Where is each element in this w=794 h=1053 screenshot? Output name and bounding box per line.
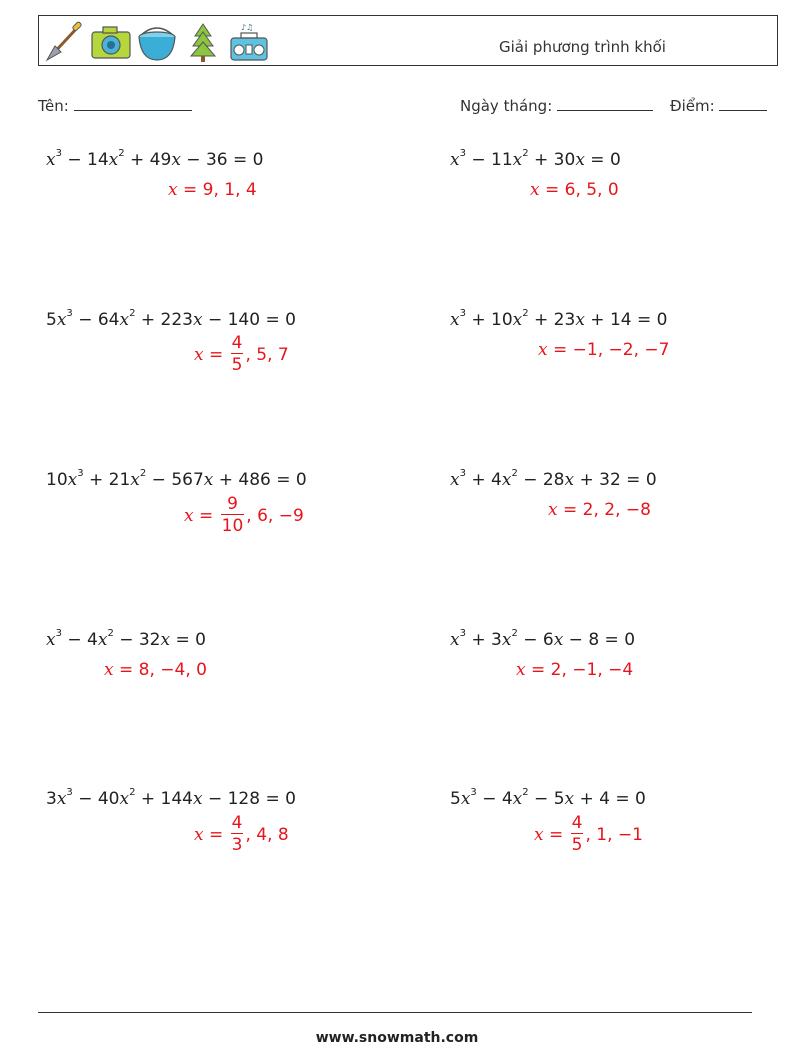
problem-equation — [46, 310, 296, 330]
exponent: 2 — [107, 628, 114, 640]
answer-variable: x — [548, 500, 558, 520]
date-blank[interactable] — [557, 96, 653, 111]
variable-x: x — [192, 310, 203, 330]
fraction-denominator: 10 — [221, 516, 244, 536]
problem-equation — [450, 470, 657, 490]
equation-term: − 64 — [72, 310, 120, 330]
equation-term: − 567 — [146, 470, 204, 490]
variable-x: x — [160, 630, 171, 650]
answer — [516, 660, 633, 680]
equation-term: = 0 — [170, 630, 206, 650]
exponent: 3 — [55, 148, 62, 160]
variable-x: x — [450, 630, 460, 650]
camera-icon — [89, 20, 133, 64]
answer — [184, 494, 304, 537]
answer-variable: x — [194, 824, 204, 845]
problem-equation — [46, 630, 206, 650]
exponent: 2 — [511, 468, 518, 480]
exponent: 3 — [459, 468, 466, 480]
exponent: 2 — [522, 787, 529, 799]
answer-variable: x — [168, 180, 178, 200]
equation-term: + 30 — [528, 150, 576, 170]
exponent: 3 — [66, 308, 73, 320]
equation-term: − 32 — [113, 630, 161, 650]
equation-term: − 140 = 0 — [202, 310, 296, 330]
footer-url: www.snowmath.com — [315, 1030, 479, 1046]
equation-term: − 5 — [528, 789, 565, 809]
variable-x: x — [450, 150, 460, 170]
exponent: 2 — [139, 468, 147, 480]
variable-x: x — [564, 789, 575, 809]
score-field — [670, 96, 767, 115]
name-field — [38, 96, 192, 115]
answer — [194, 813, 289, 856]
answer-fraction — [571, 813, 584, 856]
equation-term: + 32 = 0 — [574, 470, 657, 490]
fraction-numerator: 4 — [231, 813, 243, 833]
name-label: Tên: — [38, 97, 69, 115]
exponent: 3 — [459, 308, 466, 320]
equation-term: − 4 — [476, 789, 513, 809]
equation-term: − 8 = 0 — [563, 630, 636, 650]
answer-values: 6, 5, 0 — [564, 180, 619, 200]
variable-x: x — [56, 310, 67, 330]
answer-equals: = — [203, 824, 229, 845]
variable-x: x — [512, 789, 523, 809]
problem-equation — [450, 310, 667, 330]
answer-values: 8, −4, 0 — [138, 660, 207, 680]
equation-term: 3 — [46, 789, 57, 809]
equation-term: + 144 — [135, 789, 193, 809]
problem-equation — [450, 630, 635, 650]
variable-x: x — [171, 150, 181, 170]
equation-term: − 40 — [72, 789, 120, 809]
answer — [530, 180, 619, 200]
answer-equals: = — [547, 340, 573, 360]
name-blank[interactable] — [74, 96, 192, 111]
variable-x: x — [130, 470, 140, 490]
bucket-icon — [135, 20, 179, 64]
problem-equation — [450, 150, 621, 170]
answer-fraction — [231, 813, 244, 856]
answer-fraction — [221, 494, 245, 537]
variable-x: x — [108, 150, 119, 170]
variable-x: x — [46, 630, 56, 650]
answer-variable: x — [534, 824, 544, 845]
equation-term: + 3 — [465, 630, 502, 650]
variable-x: x — [575, 310, 585, 330]
equation-term: + 14 = 0 — [584, 310, 668, 330]
answer-values: , 1, −1 — [585, 824, 643, 845]
exponent: 3 — [459, 628, 466, 640]
answer-equals: = — [557, 500, 583, 520]
variable-x: x — [119, 789, 130, 809]
equation-term: 5 — [450, 789, 461, 809]
fraction-numerator: 4 — [571, 813, 583, 833]
equation-term: 5 — [46, 310, 57, 330]
problem-equation — [46, 470, 307, 490]
variable-x: x — [512, 310, 523, 330]
exponent: 2 — [522, 148, 529, 160]
svg-text:♪♫: ♪♫ — [241, 23, 254, 32]
problem-equation — [46, 789, 296, 809]
answer-values: , 4, 8 — [245, 824, 289, 845]
variable-x: x — [450, 470, 460, 490]
shovel-icon — [43, 20, 87, 64]
variable-x: x — [553, 630, 564, 650]
equation-term: + 21 — [83, 470, 131, 490]
fraction-denominator: 3 — [231, 835, 243, 855]
footer-divider — [38, 1012, 752, 1013]
answer-values: , 5, 7 — [245, 344, 289, 365]
fraction-denominator: 5 — [231, 355, 243, 375]
fraction-numerator: 4 — [231, 333, 243, 353]
equation-term: − 128 = 0 — [202, 789, 296, 809]
exponent: 3 — [55, 628, 62, 640]
problem-equation — [46, 150, 263, 170]
radio-icon — [227, 20, 271, 64]
variable-x: x — [501, 470, 512, 490]
variable-x: x — [575, 150, 585, 170]
answer-variable: x — [104, 660, 114, 680]
equation-term: + 223 — [135, 310, 193, 330]
variable-x: x — [512, 150, 523, 170]
answer-equals: = — [193, 505, 219, 526]
exponent: 2 — [511, 628, 518, 640]
equation-term: − 28 — [517, 470, 565, 490]
equation-term: − 14 — [61, 150, 109, 170]
fraction-denominator: 5 — [571, 835, 583, 855]
exponent: 3 — [470, 787, 477, 799]
variable-x: x — [119, 310, 130, 330]
exponent: 3 — [459, 148, 466, 160]
equation-term: + 49 — [124, 150, 172, 170]
answer-values: 2, −1, −4 — [550, 660, 634, 680]
worksheet-header — [38, 15, 778, 66]
score-label: Điểm: — [670, 97, 715, 115]
equation-term: + 4 = 0 — [574, 789, 646, 809]
answer-equals: = — [525, 660, 551, 680]
date-label: Ngày tháng: — [460, 97, 553, 115]
exponent: 2 — [522, 308, 529, 320]
worksheet-title: Giải phương trình khối — [499, 38, 666, 56]
answer-variable: x — [538, 340, 548, 360]
answer — [104, 660, 207, 680]
answer-variable: x — [194, 344, 204, 365]
answer-variable: x — [516, 660, 526, 680]
variable-x: x — [67, 470, 78, 490]
exponent: 3 — [66, 787, 73, 799]
equation-term: + 23 — [528, 310, 576, 330]
exponent: 2 — [118, 148, 125, 160]
answer-variable: x — [184, 505, 194, 526]
variable-x: x — [501, 630, 512, 650]
variable-x: x — [56, 789, 67, 809]
equation-term: + 10 — [465, 310, 513, 330]
equation-term: + 486 = 0 — [213, 470, 307, 490]
equation-term: − 6 — [517, 630, 554, 650]
variable-x: x — [460, 789, 471, 809]
equation-term: + 4 — [465, 470, 502, 490]
problem-equation — [450, 789, 646, 809]
date-field — [460, 96, 653, 115]
answer-values: 2, 2, −8 — [582, 500, 651, 520]
tree-icon — [181, 20, 225, 64]
answer-values: , 6, −9 — [246, 505, 304, 526]
answer — [194, 333, 289, 376]
variable-x: x — [46, 150, 56, 170]
answer-variable: x — [530, 180, 540, 200]
fraction-numerator: 9 — [227, 494, 238, 514]
answer-equals: = — [177, 180, 203, 200]
variable-x: x — [450, 310, 460, 330]
answer-equals: = — [113, 660, 139, 680]
answer-fraction — [231, 333, 244, 376]
answer — [534, 813, 643, 856]
equation-term: − 4 — [61, 630, 98, 650]
exponent: 3 — [77, 468, 84, 480]
answer — [168, 180, 257, 200]
score-blank[interactable] — [719, 96, 767, 111]
answer-values: 9, 1, 4 — [202, 180, 257, 200]
equation-term: − 36 = 0 — [180, 150, 264, 170]
exponent: 2 — [129, 308, 136, 320]
equation-term: = 0 — [584, 150, 621, 170]
answer-values: −1, −2, −7 — [572, 340, 670, 360]
variable-x: x — [564, 470, 575, 490]
variable-x: x — [192, 789, 203, 809]
answer — [548, 500, 651, 520]
answer-equals: = — [203, 344, 229, 365]
header-icons — [43, 20, 273, 64]
variable-x: x — [203, 470, 214, 490]
answer-equals: = — [539, 180, 565, 200]
exponent: 2 — [129, 787, 136, 799]
answer-equals: = — [543, 824, 569, 845]
equation-term: 10 — [46, 470, 68, 490]
equation-term: − 11 — [465, 150, 513, 170]
answer — [538, 340, 669, 360]
variable-x: x — [97, 630, 108, 650]
